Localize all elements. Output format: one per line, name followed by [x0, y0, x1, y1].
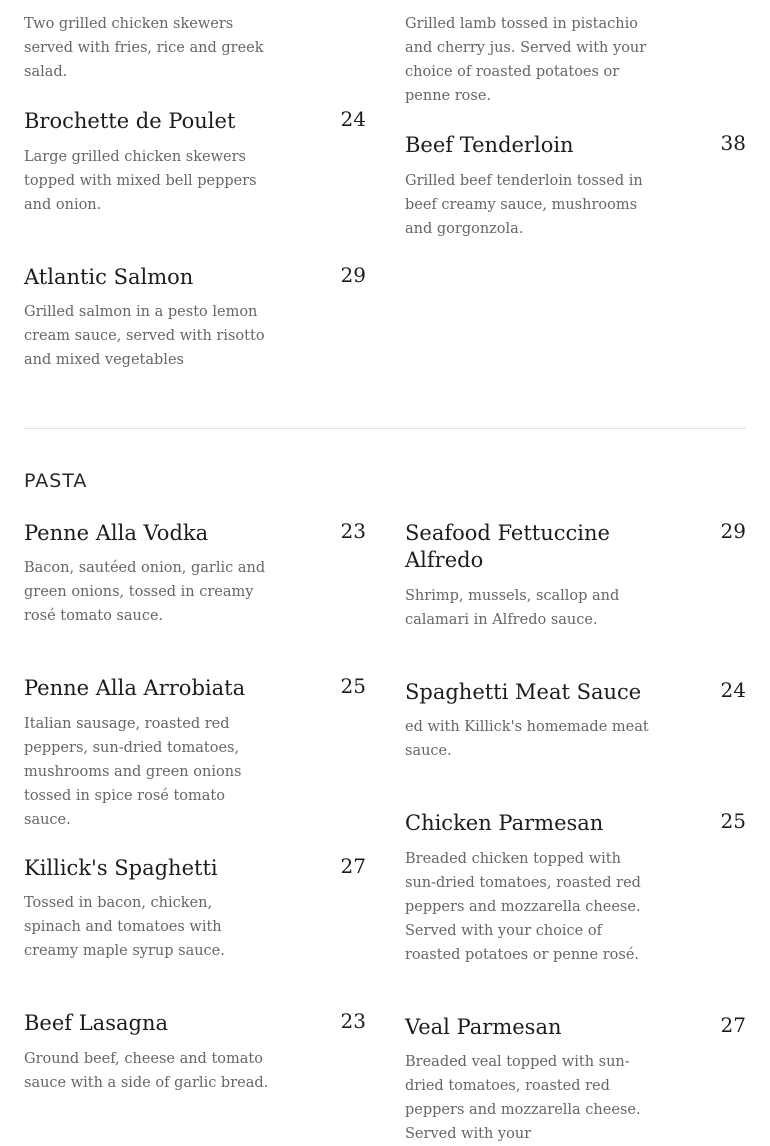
menu-item-description: ed with Killick's homemade meat sauce. [405, 719, 649, 759]
menu-item-name: Beef Tenderloin [405, 133, 574, 157]
menu-item-description: Two grilled chicken skewers served with fries, rice and greek salad. [24, 16, 264, 80]
menu-item-name: Veal Parmesan [405, 1015, 562, 1039]
menu-item-description: Breaded chicken topped with sun-dried tomatoes, roasted red peppers and mozzarella cheese. Served with your choice of roasted potatoes or penne rosé. [405, 851, 641, 963]
menu-item-description: Tossed in bacon, chicken, spinach and tomatoes with creamy maple syrup sauce. [24, 895, 225, 959]
menu-item-price: 29 [340, 263, 366, 287]
menu-item-description: Ground beef, cheese and tomato sauce with a side of garlic bread. [24, 1051, 269, 1091]
menu-item-name: Chicken Parmesan [405, 811, 604, 835]
menu-item-name: Brochette de Poulet [24, 109, 236, 133]
section-divider [24, 428, 746, 429]
menu-item-price: 29 [720, 519, 746, 543]
menu-item-name: Seafood Fettuccine Alfredo [405, 521, 610, 572]
menu-item-price: 27 [340, 854, 366, 878]
menu-item-name: Atlantic Salmon [24, 265, 194, 289]
menu-item-price: 24 [720, 678, 746, 702]
menu-item-name: Penne Alla Arrobiata [24, 676, 246, 700]
menu-item-price: 25 [720, 809, 746, 833]
section-title-pasta: PASTA [24, 470, 88, 492]
menu-item-description: Grilled beef tenderloin tossed in beef creamy sauce, mushrooms and gorgonzola. [405, 173, 643, 237]
menu-item-description: Grilled lamb tossed in pistachio and cherry jus. Served with your choice of roasted potatoes or penne rose. [405, 16, 647, 104]
menu-item-name: Killick's Spaghetti [24, 856, 218, 880]
menu-item-description: Large grilled chicken skewers topped with mixed bell peppers and onion. [24, 149, 257, 213]
menu-item-price: 38 [720, 131, 746, 155]
menu-item-price: 27 [720, 1013, 746, 1037]
menu-item-description: Breaded veal topped with sun-dried tomatoes, roasted red peppers and mozzarella cheese. Served with your [405, 1054, 641, 1142]
menu-item-price: 25 [340, 674, 366, 698]
menu-item-name: Penne Alla Vodka [24, 521, 209, 545]
menu-item-price: 23 [340, 519, 366, 543]
menu-item-name: Beef Lasagna [24, 1011, 168, 1035]
menu-item-price: 23 [340, 1009, 366, 1033]
menu-item-description: Italian sausage, roasted red peppers, sun-dried tomatoes, mushrooms and green onions tossed in spice rosé tomato sauce. [24, 716, 242, 828]
menu-item-name: Spaghetti Meat Sauce [405, 680, 642, 704]
menu-item-description: Grilled salmon in a pesto lemon cream sauce, served with risotto and mixed vegetables [24, 304, 265, 368]
menu-item-description: Bacon, sautéed onion, garlic and green onions, tossed in creamy rosé tomato sauce. [24, 560, 266, 624]
menu-item-description: Shrimp, mussels, scallop and calamari in Alfredo sauce. [405, 588, 620, 628]
menu-item-price: 24 [340, 107, 366, 131]
